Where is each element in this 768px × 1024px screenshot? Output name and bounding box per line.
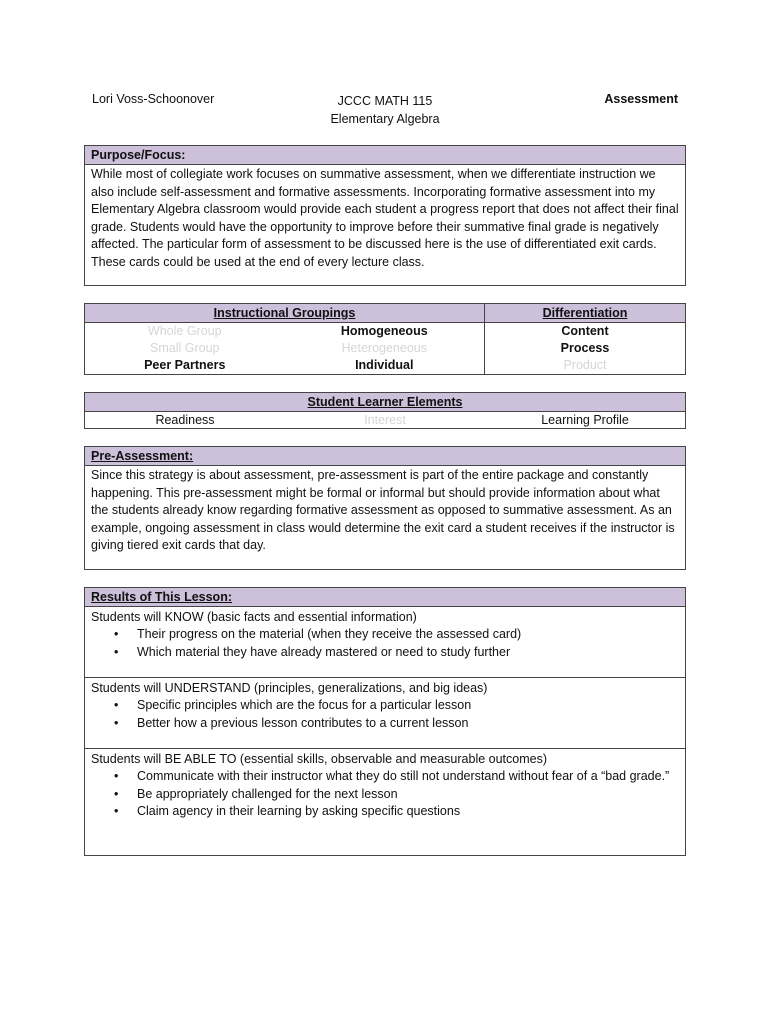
- pre-assessment-title: Pre-Assessment:: [85, 447, 685, 466]
- groupings-column: [85, 304, 485, 374]
- bullet-list: [91, 768, 679, 821]
- learner-element: Interest: [364, 413, 406, 427]
- grouping-option: Small Group: [150, 341, 220, 355]
- results-section: [85, 607, 685, 678]
- list-item-text: Be appropriately challenged for the next lesson: [137, 786, 398, 801]
- grouping-option: Heterogeneous: [341, 341, 427, 355]
- list-item: [91, 697, 679, 715]
- course-code: JCCC MATH 115: [337, 94, 433, 108]
- bullet-icon: •: [114, 698, 119, 712]
- purpose-title: Purpose/Focus:: [85, 146, 685, 165]
- groupings-title: Instructional Groupings: [85, 304, 484, 323]
- document-header: [84, 92, 686, 128]
- purpose-box: [84, 145, 686, 286]
- differentiation-option: Content: [561, 324, 609, 338]
- course-title: [84, 92, 686, 128]
- results-section-heading: Students will UNDERSTAND (principles, generalizations, and big ideas): [91, 681, 488, 695]
- list-item-text: Claim agency in their learning by asking specific questions: [137, 804, 461, 818]
- learner-elements-table: [84, 392, 686, 429]
- grouping-option: Peer Partners: [144, 358, 226, 372]
- pre-assessment-box: [84, 446, 686, 570]
- bullet-icon: •: [114, 769, 119, 783]
- bullet-list: [91, 697, 679, 732]
- differentiation-column: [485, 304, 685, 374]
- results-sections: [85, 607, 685, 857]
- learner-element: Readiness: [155, 413, 215, 427]
- grouping-option: Whole Group: [147, 324, 222, 338]
- list-item: [91, 803, 679, 821]
- bullet-icon: •: [114, 715, 119, 730]
- results-box: [84, 587, 686, 856]
- bullet-list: [91, 626, 679, 661]
- grouping-option: Individual: [355, 358, 414, 372]
- grouping-option: Homogeneous: [340, 324, 428, 338]
- learner-elements-row: [85, 412, 685, 429]
- results-section-heading: Students will KNOW (basic facts and essential information): [91, 610, 417, 624]
- bullet-icon: •: [114, 804, 119, 818]
- list-item-text: Specific principles which are the focus for a particular lesson: [137, 698, 472, 712]
- list-item-text: Which material they have already mastered or need to study further: [137, 644, 511, 659]
- list-item: [91, 768, 679, 786]
- groupings-rows: [85, 323, 484, 374]
- author-name: Lori Voss-Schoonover: [92, 92, 215, 106]
- bullet-icon: •: [114, 644, 119, 659]
- bullet-icon: •: [114, 786, 119, 801]
- learner-elements-title: Student Learner Elements: [85, 393, 685, 412]
- differentiation-rows: [485, 323, 685, 374]
- list-item-text: Communicate with their instructor what they do still not understand without fear of a “bad grade.”: [137, 769, 670, 783]
- list-item: [91, 715, 679, 733]
- purpose-text: While most of collegiate work focuses on summative assessment, when we differentiate instruction we also include self-assessment and formative assessments. Incorporating formative assessment into my Elementary Algebra classroom would provide each student a progress report that does not affect their final grade. Students would have the opportunity to improve before their summative final grade is negatively affected. The particular form of assessment to be discussed here is the use of differentiated exit cards. These cards could be used at the end of every lecture class.: [91, 167, 679, 269]
- results-section-heading: Students will BE ABLE TO (essential skills, observable and measurable outcomes): [91, 752, 548, 766]
- results-title: Results of This Lesson:: [85, 588, 685, 607]
- learner-element: Learning Profile: [541, 413, 629, 427]
- list-item: [91, 786, 679, 804]
- list-item-text: Better how a previous lesson contributes to a current lesson: [137, 715, 469, 730]
- list-item: [91, 626, 679, 644]
- differentiation-option: Product: [563, 358, 607, 372]
- differentiation-title: Differentiation: [485, 304, 685, 323]
- results-section: [85, 678, 685, 749]
- document-type: Assessment: [604, 92, 678, 106]
- groupings-table: [84, 303, 686, 375]
- course-name: Elementary Algebra: [330, 112, 440, 126]
- list-item-text: Their progress on the material (when they receive the assessed card): [137, 627, 522, 641]
- list-item: [91, 644, 679, 662]
- bullet-icon: •: [114, 627, 119, 641]
- pre-assessment-text: Since this strategy is about assessment, pre-assessment is part of the entire package and constantly happening. This pre-assessment might be formal or informal but should provide information about what the students already know regarding formative assessment as opposed to summative assessment. As an example, ongoing assessment in class would determine the exit card a student receives if the instructor is giving tiered exit cards that day.: [91, 468, 675, 552]
- differentiation-option: Process: [560, 341, 610, 355]
- results-section: [85, 749, 685, 857]
